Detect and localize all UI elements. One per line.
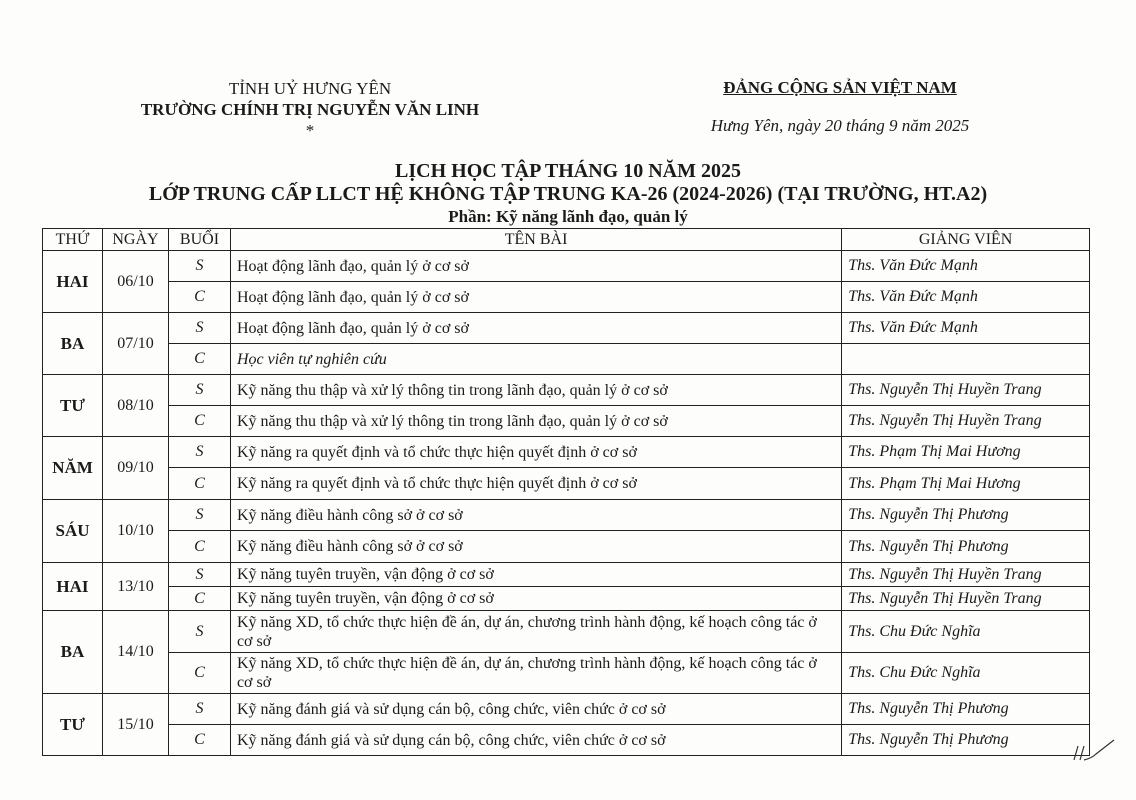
lecturer-cell: Ths. Nguyễn Thị Huyền Trang: [842, 375, 1090, 406]
day-cell: BA: [43, 611, 103, 694]
table-row: [43, 282, 1090, 313]
topic-cell: Kỹ năng tuyên truyền, vận động ở cơ sở: [230, 587, 841, 611]
topic-cell: Hoạt động lãnh đạo, quản lý ở cơ sở: [230, 313, 841, 344]
session-cell: S: [168, 563, 230, 587]
topic-cell: Kỹ năng điều hành công sở ở cơ sở: [230, 531, 841, 563]
topic-cell: Kỹ năng ra quyết định và tổ chức thực hiện quyết định ở cơ sở: [230, 468, 841, 500]
table-header-row: [43, 229, 1090, 251]
lecturer-cell: Ths. Văn Đức Mạnh: [842, 313, 1090, 344]
table-row: [43, 653, 1090, 694]
issuer-block: [100, 78, 520, 141]
lecturer-cell: Ths. Nguyễn Thị Phương: [842, 725, 1090, 756]
org-mark: *: [305, 121, 315, 140]
org-province: TỈNH UỶ HƯNG YÊN: [228, 79, 392, 98]
date-cell: 14/10: [102, 611, 168, 694]
session-cell: S: [168, 251, 230, 282]
col-topic: TÊN BÀI: [230, 229, 841, 251]
lecturer-cell: Ths. Văn Đức Mạnh: [842, 251, 1090, 282]
table-row: [43, 437, 1090, 468]
day-cell: HAI: [43, 251, 103, 313]
day-cell: TƯ: [43, 375, 103, 437]
document-subtitle: LỚP TRUNG CẤP LLCT HỆ KHÔNG TẬP TRUNG KA-26 (2024-2026) (TẠI TRƯỜNG, HT.A2): [148, 183, 988, 205]
date-cell: 15/10: [102, 694, 168, 756]
session-cell: C: [168, 653, 230, 694]
topic-cell: Kỹ năng thu thập và xử lý thông tin trong lãnh đạo, quản lý ở cơ sở: [230, 406, 841, 437]
lecturer-cell: Ths. Phạm Thị Mai Hương: [842, 468, 1090, 500]
session-cell: C: [168, 282, 230, 313]
date-cell: 09/10: [102, 437, 168, 500]
session-cell: C: [168, 344, 230, 375]
session-cell: S: [168, 437, 230, 468]
lecturer-cell: Ths. Nguyễn Thị Huyền Trang: [842, 563, 1090, 587]
session-cell: S: [168, 313, 230, 344]
session-cell: C: [168, 725, 230, 756]
col-date: NGÀY: [102, 229, 168, 251]
lecturer-cell: Ths. Nguyễn Thị Huyền Trang: [842, 587, 1090, 611]
initials-signature: [1070, 738, 1120, 768]
session-cell: C: [168, 468, 230, 500]
topic-cell: Kỹ năng đánh giá và sử dụng cán bộ, công chức, viên chức ở cơ sở: [230, 725, 841, 756]
session-cell: C: [168, 406, 230, 437]
day-cell: BA: [43, 313, 103, 375]
table-row: [43, 375, 1090, 406]
lecturer-cell: Ths. Chu Đức Nghĩa: [842, 653, 1090, 694]
day-cell: TƯ: [43, 694, 103, 756]
table-row: [43, 694, 1090, 725]
topic-cell: Hoạt động lãnh đạo, quản lý ở cơ sở: [230, 282, 841, 313]
table-row: [43, 406, 1090, 437]
topic-cell: Học viên tự nghiên cứu: [230, 344, 841, 375]
party-block: [660, 78, 1020, 136]
table-row: [43, 531, 1090, 563]
session-cell: S: [168, 694, 230, 725]
session-cell: C: [168, 587, 230, 611]
topic-cell: Kỹ năng tuyên truyền, vận động ở cơ sở: [230, 563, 841, 587]
day-cell: NĂM: [43, 437, 103, 500]
col-day: THỨ: [43, 229, 103, 251]
table-row: [43, 611, 1090, 653]
org-school: TRƯỜNG CHÍNH TRỊ NGUYỄN VĂN LINH: [140, 100, 480, 119]
lecturer-cell: Ths. Văn Đức Mạnh: [842, 282, 1090, 313]
lecturer-cell: Ths. Nguyễn Thị Huyền Trang: [842, 406, 1090, 437]
session-cell: C: [168, 531, 230, 563]
section-title: Phần: Kỹ năng lãnh đạo, quản lý: [448, 207, 688, 226]
date-cell: 10/10: [102, 500, 168, 563]
topic-cell: Kỹ năng XD, tổ chức thực hiện đề án, dự án, chương trình hành động, kế hoạch công tác ở cơ sở: [230, 653, 841, 694]
table-row: [43, 251, 1090, 282]
session-cell: S: [168, 375, 230, 406]
topic-cell: Hoạt động lãnh đạo, quản lý ở cơ sở: [230, 251, 841, 282]
lecturer-cell: Ths. Nguyễn Thị Phương: [842, 531, 1090, 563]
date-cell: 07/10: [102, 313, 168, 375]
col-session: BUỔI: [168, 229, 230, 251]
day-cell: HAI: [43, 563, 103, 611]
lecturer-cell: Ths. Nguyễn Thị Phương: [842, 694, 1090, 725]
table-row: [43, 313, 1090, 344]
date-cell: 13/10: [102, 563, 168, 611]
lecturer-cell: Ths. Chu Đức Nghĩa: [842, 611, 1090, 653]
topic-cell: Kỹ năng thu thập và xử lý thông tin trong lãnh đạo, quản lý ở cơ sở: [230, 375, 841, 406]
place-date: Hưng Yên, ngày 20 tháng 9 năm 2025: [710, 116, 970, 135]
party-name: ĐẢNG CỘNG SẢN VIỆT NAM: [723, 78, 957, 97]
table-row: [43, 563, 1090, 587]
day-cell: SÁU: [43, 500, 103, 563]
table-row: [43, 725, 1090, 756]
topic-cell: Kỹ năng đánh giá và sử dụng cán bộ, công chức, viên chức ở cơ sở: [230, 694, 841, 725]
col-lecturer: GIẢNG VIÊN: [842, 229, 1090, 251]
lecturer-cell: Ths. Phạm Thị Mai Hương: [842, 437, 1090, 468]
topic-cell: Kỹ năng điều hành công sở ở cơ sở: [230, 500, 841, 531]
document-title: LỊCH HỌC TẬP THÁNG 10 NĂM 2025: [395, 160, 741, 182]
date-cell: 08/10: [102, 375, 168, 437]
table-row: [43, 468, 1090, 500]
table-row: [43, 344, 1090, 375]
topic-cell: Kỹ năng ra quyết định và tổ chức thực hiện quyết định ở cơ sở: [230, 437, 841, 468]
table-row: [43, 500, 1090, 531]
table-row: [43, 587, 1090, 611]
session-cell: S: [168, 500, 230, 531]
lecturer-cell: Ths. Nguyễn Thị Phương: [842, 500, 1090, 531]
date-cell: 06/10: [102, 251, 168, 313]
topic-cell: Kỹ năng XD, tổ chức thực hiện đề án, dự án, chương trình hành động, kế hoạch công tác ở cơ sở: [230, 611, 841, 653]
schedule-table: [42, 228, 1090, 756]
lecturer-cell: [842, 344, 1090, 375]
session-cell: S: [168, 611, 230, 653]
